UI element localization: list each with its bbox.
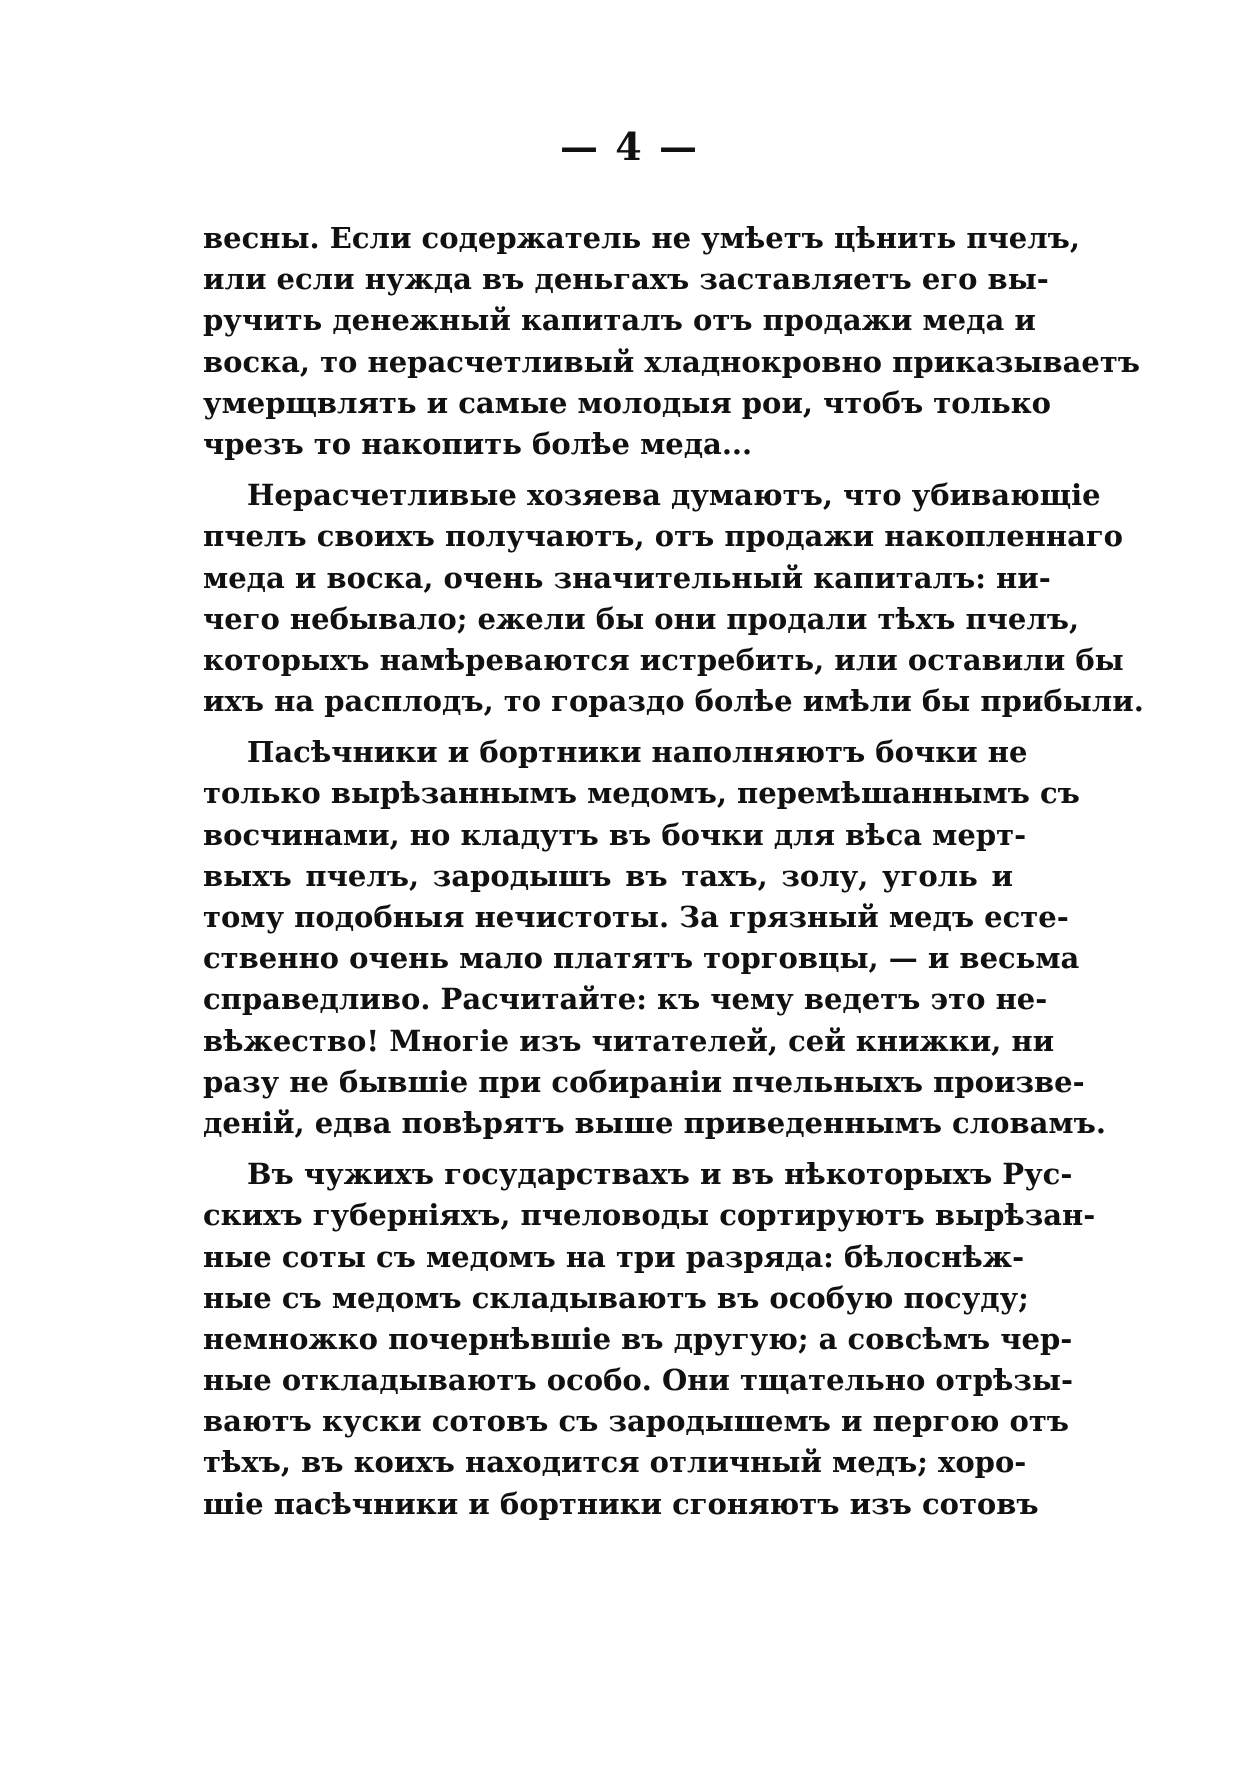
- text-line: Пасѣчники и бортники наполняютъ бочки не: [247, 735, 1028, 770]
- text-line: немножко почернѣвшіе въ другую; а совсѣмъ чер-: [203, 1321, 1073, 1356]
- text-line: ные откладываютъ особо. Они тщательно отрѣзы-: [203, 1363, 1073, 1398]
- text-line: чрезъ то накопить болѣе меда...: [203, 426, 753, 461]
- text-line: выхъ пчелъ, зародышъ въ тахъ, золу, уголь и: [203, 858, 1013, 893]
- text-line: деній, едва повѣрятъ выше приведеннымъ словамъ.: [203, 1105, 1106, 1140]
- paragraph: [203, 1154, 1096, 1525]
- paragraph: [203, 218, 1141, 465]
- text-line: ваютъ куски сотовъ съ зародышемъ и пергою отъ: [203, 1404, 1070, 1439]
- text-line: ственно очень мало платятъ торговцы, — и весьма: [203, 941, 1080, 976]
- text-line: восчинами, но кладутъ въ бочки для вѣса мерт-: [203, 817, 1027, 852]
- text-line: шіе пасѣчники и бортники сгоняютъ изъ сотовъ: [203, 1486, 1039, 1521]
- text-line: воска, то нерасчетливый хладнокровно приказываетъ: [203, 344, 1141, 379]
- text-line: тѣхъ, въ коихъ находится отличный медъ; хоро-: [203, 1445, 1027, 1480]
- paragraph: [203, 732, 1106, 1144]
- paragraph: [203, 475, 1144, 722]
- text-line: ихъ на расплодъ, то гораздо болѣе имѣли бы прибыли.: [203, 684, 1144, 719]
- text-line: вѣжество! Многіе изъ читателей, сей книжки, ни: [203, 1023, 1055, 1058]
- text-line: ручить денежный капиталъ отъ продажи меда и: [203, 303, 1036, 338]
- text-line: Въ чужихъ государствахъ и въ нѣкоторыхъ Рус-: [247, 1157, 1073, 1192]
- text-line: ные соты съ медомъ на три разряда: бѣлоснѣж-: [203, 1239, 1025, 1274]
- text-line: разу не бывшіе при собираніи пчельныхъ произве-: [203, 1064, 1085, 1099]
- text-line: скихъ губерніяхъ, пчеловоды сортируютъ вырѣзан-: [203, 1198, 1096, 1233]
- text-line: или если нужда въ деньгахъ заставляетъ его вы-: [203, 262, 1049, 297]
- body-text: [203, 218, 1144, 1525]
- text-line: ные съ медомъ складываютъ въ особую посуду;: [203, 1280, 1029, 1315]
- text-line: чего небывало; ежели бы они продали тѣхъ пчелъ,: [203, 601, 1080, 636]
- text-line: только вырѣзаннымъ медомъ, перемѣшаннымъ съ: [203, 776, 1080, 811]
- page-number: — 4 —: [560, 124, 699, 169]
- text-line: Нерасчетливые хозяева думаютъ, что убивающіе: [247, 478, 1101, 513]
- text-line: умерщвлять и самые молодыя рои, чтобъ только: [203, 385, 1052, 420]
- text-line: меда и воска, очень значительный капиталъ: ни-: [203, 560, 1051, 595]
- text-line: тому подобныя нечистоты. За грязный медъ есте-: [203, 900, 1069, 934]
- text-line: справедливо. Расчитайте: къ чему ведетъ это не-: [203, 982, 1048, 1017]
- text-line: которыхъ намѣреваются истребить, или оставили бы: [203, 642, 1124, 677]
- text-line: весны. Если содержатель не умѣетъ цѣнить пчелъ,: [203, 221, 1081, 255]
- text-line: пчелъ своихъ получаютъ, отъ продажи накопленнаго: [203, 519, 1124, 554]
